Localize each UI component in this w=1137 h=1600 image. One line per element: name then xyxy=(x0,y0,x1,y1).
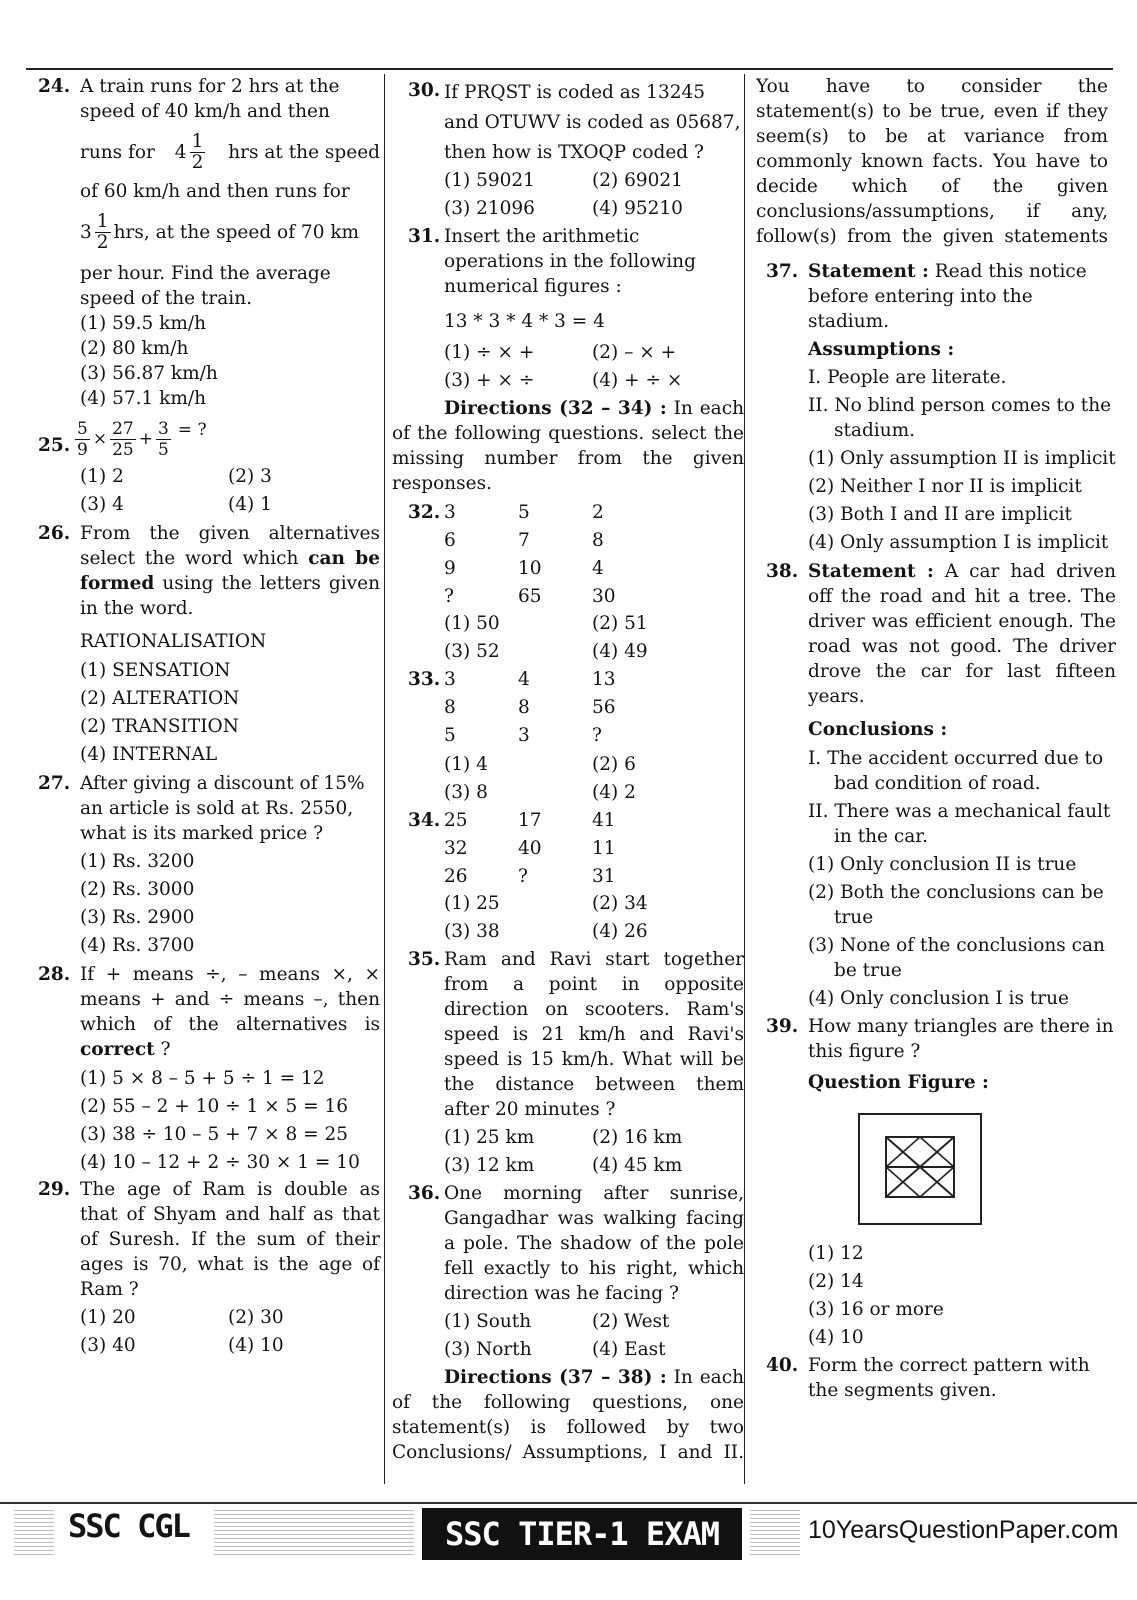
assumption-item: I. People are literate. xyxy=(808,367,1007,388)
option: (1) South xyxy=(444,1311,532,1332)
option: (1) ÷ × + xyxy=(444,342,535,363)
cell: ? xyxy=(518,866,528,887)
question-number: 32. xyxy=(408,502,441,523)
footer-stripes xyxy=(750,1510,800,1556)
option: (1) 59021 xyxy=(444,170,535,191)
question-number: 27. xyxy=(38,773,71,794)
fraction-whole: 3 xyxy=(80,222,92,243)
option: (3) Rs. 2900 xyxy=(80,907,195,928)
option: (4) Only conclusion I is true xyxy=(808,988,1069,1009)
number-row xyxy=(444,864,744,889)
option: (4) INTERNAL xyxy=(80,744,218,765)
column-3 xyxy=(756,74,1116,1403)
option: (4) 10 xyxy=(228,1335,284,1356)
cell: 56 xyxy=(592,697,616,718)
cell: 8 xyxy=(592,530,604,551)
directions-37-38 xyxy=(392,1365,744,1465)
options-row xyxy=(444,368,744,393)
question-number: 26. xyxy=(38,523,71,544)
option: (2) Neither I nor II is implicit xyxy=(808,476,1082,497)
option: (2) Rs. 3000 xyxy=(80,879,195,900)
option: (1) 2 xyxy=(80,466,124,487)
question-text: If PRQST is coded as 13245 and OTUWV is coded as 05687, then how is TXOQP coded ? xyxy=(444,82,741,163)
option: (3) 16 or more xyxy=(808,1299,944,1320)
cell: 5 xyxy=(518,502,530,523)
question-25 xyxy=(22,419,380,517)
footer-tier-banner: SSC TIER-1 EXAM xyxy=(422,1508,742,1560)
cell: 6 xyxy=(444,530,456,551)
option: (4) 49 xyxy=(592,641,648,662)
number-row xyxy=(444,500,744,525)
option: (3) 38 xyxy=(444,921,500,942)
option: (1) Only assumption II is implicit xyxy=(808,448,1116,469)
question-37 xyxy=(756,259,1116,555)
options-row xyxy=(80,1305,380,1330)
sub-heading xyxy=(808,1070,1116,1095)
option: (1) 59.5 km/h xyxy=(80,313,207,334)
option: (4) East xyxy=(592,1339,666,1360)
question-text: One morning after sunrise, Gangadhar was walking facing a pole. The shadow of the pole fell exactly to his right, which direction was he facing ? xyxy=(444,1183,744,1304)
option: (3) 52 xyxy=(444,641,500,662)
option: (2) 14 xyxy=(808,1271,864,1292)
cell: 31 xyxy=(592,866,616,887)
cell: 3 xyxy=(444,669,456,690)
number-row xyxy=(444,723,744,748)
option: (2) Both the conclusions can be true xyxy=(808,882,1104,928)
footer-stripes xyxy=(14,1510,54,1556)
directions-text: In each of the following questions. select the missing number from the given responses. xyxy=(392,398,744,494)
number-row xyxy=(444,695,744,720)
option: (3) Both I and II are implicit xyxy=(808,504,1072,525)
option: (1) 25 xyxy=(444,893,500,914)
options-row xyxy=(444,340,744,365)
option: (4) 45 km xyxy=(592,1155,683,1176)
question-number: 33. xyxy=(408,669,441,690)
statement-label: Statement : xyxy=(808,261,929,282)
cell: 4 xyxy=(592,558,604,579)
option: (2) 34 xyxy=(592,893,648,914)
question-text-fraction-line xyxy=(80,132,380,173)
options-row xyxy=(444,611,744,636)
option: (2) 51 xyxy=(592,613,648,634)
option: (4) 95210 xyxy=(592,198,683,219)
number-row xyxy=(444,836,744,861)
fraction-denominator: 5 xyxy=(157,440,169,460)
directions-32-34 xyxy=(392,396,744,496)
question-38 xyxy=(756,559,1116,1011)
question-29 xyxy=(22,1177,380,1358)
question-text: Ram and Ravi start together from a point in opposite direction on scooters. Ram's speed is 21 km/h and Ravi's speed is 15 km/h. What will be the distance between them after 20 minutes ? xyxy=(444,949,744,1120)
question-26 xyxy=(22,521,380,767)
question-number: 29. xyxy=(38,1179,71,1200)
question-text: per hour. Find the average xyxy=(80,263,331,284)
footer-website: 10YearsQuestionPaper.com xyxy=(808,1516,1119,1544)
question-34 xyxy=(392,808,744,944)
question-39 xyxy=(756,1014,1116,1350)
footer xyxy=(0,1502,1137,1564)
question-text: Form the correct pattern with the segments given. xyxy=(808,1355,1090,1401)
number-row xyxy=(444,556,744,581)
text-run: runs for xyxy=(80,142,155,163)
fraction-whole: 4 xyxy=(174,142,187,163)
bold-text: can be formed xyxy=(80,548,380,594)
footer-stripes xyxy=(214,1510,414,1556)
cell: 41 xyxy=(592,810,616,831)
option: (4) 10 xyxy=(808,1327,864,1348)
question-text: speed of 40 km/h and then xyxy=(80,101,330,122)
question-number: 36. xyxy=(408,1183,441,1204)
question-expression: 13 * 3 * 4 * 3 = 4 xyxy=(444,311,605,332)
question-text xyxy=(80,962,380,1062)
option: (1) 50 xyxy=(444,613,500,634)
option: (3) 38 ÷ 10 – 5 + 7 × 8 = 25 xyxy=(80,1124,349,1145)
option: (4) Only assumption I is implicit xyxy=(808,532,1109,553)
question-figure-label: Question Figure : xyxy=(808,1072,989,1093)
option: (4) 1 xyxy=(228,494,272,515)
cell: 9 xyxy=(444,558,456,579)
option: (3) None of the conclusions can be true xyxy=(808,935,1105,981)
fraction-denominator: 9 xyxy=(77,440,88,460)
directions-continued-text xyxy=(756,74,1108,249)
options-row xyxy=(444,891,744,916)
option: (1) 12 xyxy=(808,1243,864,1264)
options-row xyxy=(444,752,744,777)
option: (3) 8 xyxy=(444,782,488,803)
fraction-denominator: 25 xyxy=(112,440,134,460)
conclusions-label: Conclusions : xyxy=(808,719,948,740)
question-number: 30. xyxy=(408,80,441,101)
options-row xyxy=(444,168,744,193)
options-row xyxy=(444,1309,744,1334)
fraction-numerator: 1 xyxy=(96,211,109,232)
option: (2) 69021 xyxy=(592,170,683,191)
bold-text: correct xyxy=(80,1039,155,1060)
directions-text: In each of the following questions, one statement(s) is followed by two Conclusions/ Assumptions, I and II. xyxy=(392,1367,744,1463)
conclusion-item: I. The accident occurred due to bad condition of road. xyxy=(808,748,1104,794)
option: (1) SENSATION xyxy=(80,660,231,681)
cell: 7 xyxy=(518,530,530,551)
cell: 10 xyxy=(518,558,542,579)
option: (2) – × + xyxy=(592,342,677,363)
option: (2) TRANSITION xyxy=(80,716,239,737)
cell: 2 xyxy=(592,502,604,523)
cell: 3 xyxy=(518,725,530,746)
footer-exam-title: SSC CGL xyxy=(68,1507,189,1545)
option: (2) 55 – 2 + 10 ÷ 1 × 5 = 16 xyxy=(80,1096,349,1117)
option: (2) 6 xyxy=(592,754,636,775)
question-text: of 60 km/h and then runs for xyxy=(80,181,350,202)
cell: 5 xyxy=(444,725,456,746)
cell: 11 xyxy=(592,838,616,859)
options-row xyxy=(80,1333,380,1358)
text-run: hrs, at the speed of 70 km xyxy=(113,222,360,243)
number-row xyxy=(444,808,744,833)
cell: 3 xyxy=(444,502,456,523)
column-divider xyxy=(384,74,385,1484)
option: (4) 10 – 12 + 2 ÷ 30 × 1 = 10 xyxy=(80,1152,360,1173)
option: (4) 2 xyxy=(592,782,636,803)
option: (4) Rs. 3700 xyxy=(80,935,195,956)
options-row xyxy=(444,1153,744,1178)
question-number: 38. xyxy=(766,561,799,582)
fraction-numerator: 1 xyxy=(191,131,204,152)
question-text: The age of Ram is double as that of Shyam and half as that of Suresh. If the sum of their ages is 70, what is the age of Ram ? xyxy=(80,1179,380,1300)
question-24 xyxy=(22,74,380,411)
option: (3) 4 xyxy=(80,494,124,515)
fraction-denominator: 2 xyxy=(96,232,109,253)
question-text: Insert the arithmetic operations in the following numerical figures : xyxy=(444,226,696,297)
cell: 8 xyxy=(518,697,530,718)
statement-text: Read this notice before entering into the stadium. xyxy=(808,261,1087,332)
option: (3) 21096 xyxy=(444,198,535,219)
option: (1) 25 km xyxy=(444,1127,535,1148)
question-28 xyxy=(22,962,380,1175)
options-row xyxy=(80,464,380,489)
text-run: using the letters given in the word. xyxy=(80,573,380,619)
directions-label: Directions (37 – 38) : xyxy=(444,1367,667,1388)
text-run: hrs at the speed xyxy=(228,142,380,163)
statement xyxy=(808,559,1116,709)
number-row xyxy=(444,584,744,609)
option: (1) Only conclusion II is true xyxy=(808,854,1077,875)
option: (4) 57.1 km/h xyxy=(80,388,207,409)
text-run: ? xyxy=(154,1039,171,1060)
sub-heading xyxy=(808,717,1116,742)
cell: 65 xyxy=(518,586,542,607)
options-row xyxy=(444,1125,744,1150)
cell: ? xyxy=(592,725,602,746)
mixed-fraction xyxy=(175,132,209,173)
question-40 xyxy=(756,1353,1116,1403)
question-27 xyxy=(22,771,380,958)
option: (3) North xyxy=(444,1339,532,1360)
sub-heading xyxy=(808,337,1116,362)
question-text: speed of the train. xyxy=(80,288,253,309)
number-row xyxy=(444,528,744,553)
question-36 xyxy=(392,1181,744,1362)
assumption-item: II. No blind person comes to the stadium. xyxy=(808,395,1112,441)
question-text-fraction-line xyxy=(80,212,380,253)
option: (4) 26 xyxy=(592,921,648,942)
options-row xyxy=(444,196,744,221)
question-number: 25. xyxy=(38,435,71,456)
options-row xyxy=(444,919,744,944)
text-run: From the given alternatives select the word which xyxy=(80,523,380,569)
option: (1) 4 xyxy=(444,754,488,775)
cell: 4 xyxy=(518,669,530,690)
question-number: 35. xyxy=(408,949,441,970)
option: (1) Rs. 3200 xyxy=(80,851,195,872)
cell: 25 xyxy=(444,810,468,831)
cell: 13 xyxy=(592,669,616,690)
top-rule xyxy=(26,68,1113,70)
cell: 17 xyxy=(518,810,542,831)
option: (3) 40 xyxy=(80,1335,136,1356)
question-text: A train runs for 2 hrs at the xyxy=(80,76,340,97)
question-32 xyxy=(392,500,744,664)
assumptions-label: Assumptions : xyxy=(808,339,955,360)
operator: × xyxy=(92,429,108,449)
question-number: 28. xyxy=(38,964,71,985)
option: (2) 30 xyxy=(228,1307,284,1328)
directions-label: Directions (32 – 34) : xyxy=(444,398,667,419)
number-row xyxy=(444,667,744,692)
statement xyxy=(808,259,1116,334)
fraction-numerator: 3 xyxy=(157,419,169,439)
fraction-denominator: 2 xyxy=(191,152,204,173)
options-row xyxy=(444,1337,744,1362)
question-figure xyxy=(858,1113,982,1225)
directions-37-38-continued xyxy=(756,74,1116,249)
column-2 xyxy=(392,74,744,1465)
option: (2) West xyxy=(592,1311,670,1332)
column-divider xyxy=(744,74,745,1484)
question-number: 24. xyxy=(38,76,71,97)
options-row xyxy=(444,780,744,805)
option: (3) 56.87 km/h xyxy=(80,363,218,384)
operator: + xyxy=(138,429,153,449)
question-text: After giving a discount of 15% an article is sold at Rs. 2550, what is its marked price ? xyxy=(80,773,365,844)
option: (1) 5 × 8 – 5 + 5 ÷ 1 = 12 xyxy=(80,1068,325,1089)
cell: 40 xyxy=(518,838,542,859)
question-number: 39. xyxy=(766,1016,799,1037)
cell: 26 xyxy=(444,866,468,887)
question-text: How many triangles are there in this figure ? xyxy=(808,1016,1114,1062)
question-30 xyxy=(392,78,744,221)
option: (2) 80 km/h xyxy=(80,338,189,359)
mixed-fraction xyxy=(80,212,114,253)
option: (3) + × ÷ xyxy=(444,370,535,391)
directions-text: You have to consider the statement(s) to be true, even if they seem(s) to be at variance from commonly known facts. You have to decide which of the given conclusions/assumptions, if any, follow(s) from the given statements xyxy=(756,76,1108,247)
cell: 32 xyxy=(444,838,468,859)
cell: 8 xyxy=(444,697,456,718)
fraction-numerator: 27 xyxy=(112,419,134,439)
triangle-figure-icon xyxy=(860,1115,980,1223)
column-1 xyxy=(22,74,380,1358)
text-run: If + means ÷, – means ×, × means + and ÷ means –, then which of the alternatives is xyxy=(80,964,380,1035)
question-35 xyxy=(392,947,744,1178)
question-text xyxy=(80,521,380,621)
option: (2) 3 xyxy=(228,466,272,487)
given-word: RATIONALISATION xyxy=(80,631,267,652)
cell: 30 xyxy=(592,586,616,607)
question-number: 37. xyxy=(766,261,799,282)
question-33 xyxy=(392,667,744,805)
fraction-numerator: 5 xyxy=(77,419,88,439)
option: (3) 12 km xyxy=(444,1155,535,1176)
statement-text: A car had driven off the road and hit a tree. The driver was efficient enough. The road was not good. The driver drove the car for last fifteen years. xyxy=(808,561,1116,707)
option: (4) + ÷ × xyxy=(592,370,683,391)
question-number: 31. xyxy=(408,226,441,247)
operator: = ? xyxy=(177,420,207,440)
option: (1) 20 xyxy=(80,1307,136,1328)
question-31 xyxy=(392,224,744,393)
statement-label: Statement : xyxy=(808,561,934,582)
option: (2) 16 km xyxy=(592,1127,683,1148)
question-expression xyxy=(72,419,380,460)
conclusion-item: II. There was a mechanical fault in the car. xyxy=(808,801,1111,847)
option: (2) ALTERATION xyxy=(80,688,240,709)
question-number: 40. xyxy=(766,1355,799,1376)
options-row xyxy=(80,492,380,517)
options-row xyxy=(444,639,744,664)
question-number: 34. xyxy=(408,810,441,831)
cell: ? xyxy=(444,586,454,607)
